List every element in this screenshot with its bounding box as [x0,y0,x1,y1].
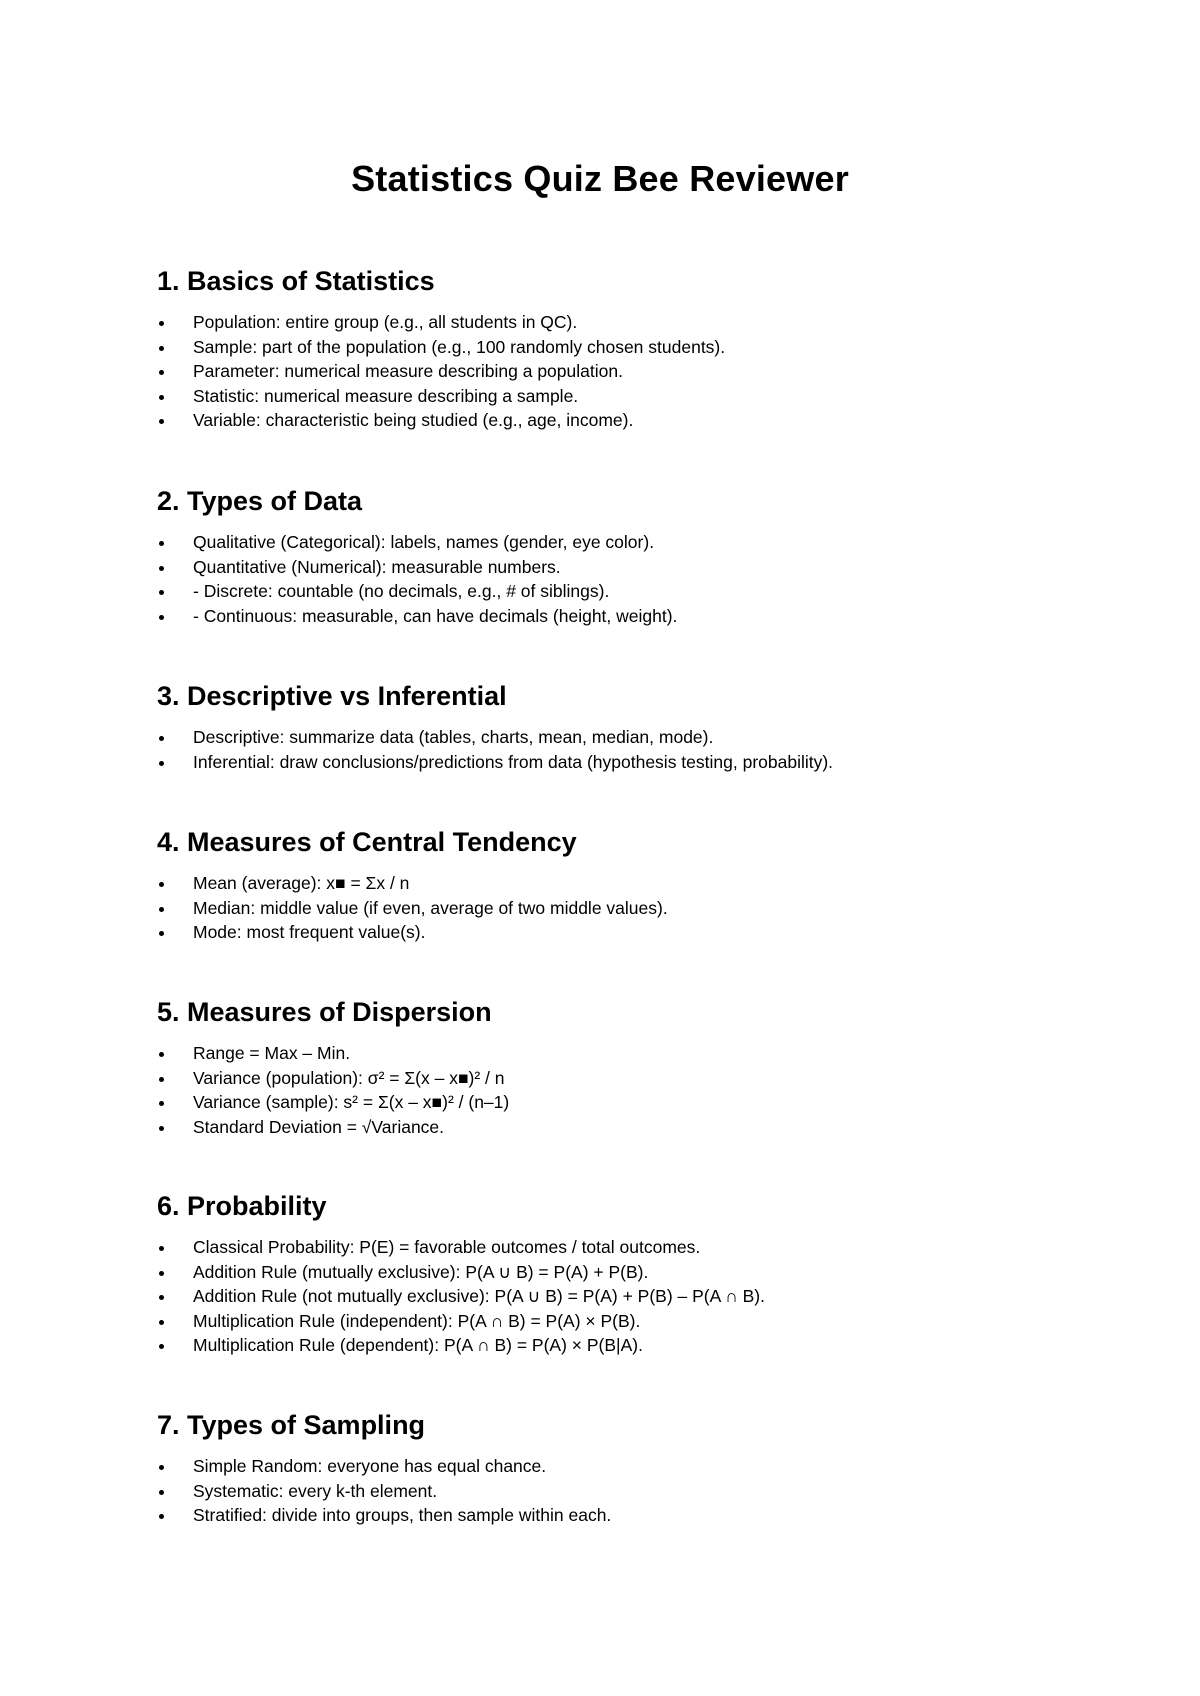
list-item [157,725,1117,749]
list-item-text: Stratified: divide into groups, then sample within each. [193,1505,612,1526]
section-basics-of-statistics [157,265,1117,432]
list-item [157,750,1117,774]
list-item [157,408,1117,432]
bullet-list [157,1454,1117,1527]
list-item-text: Multiplication Rule (independent): P(A ∩ B) = P(A) × P(B). [193,1310,641,1331]
bullet-icon [159,1101,164,1106]
list-item [157,530,1117,554]
list-item [157,604,1117,628]
list-item-text: Systematic: every k-th element. [193,1480,438,1501]
list-item [157,1284,1117,1308]
bullet-icon [159,736,164,741]
bullet-icon [159,346,164,351]
bullet-icon [159,1514,164,1519]
bullet-icon [159,370,164,375]
bullet-icon [159,1344,164,1349]
bullet-list [157,310,1117,432]
bullet-icon [159,1246,164,1251]
bullet-icon [159,1271,164,1276]
list-item-text: Addition Rule (mutually exclusive): P(A ∪ B) = P(A) + P(B). [193,1261,649,1282]
section-measures-of-dispersion [157,996,1117,1139]
list-item-text: Classical Probability: P(E) = favorable outcomes / total outcomes. [193,1237,701,1258]
bullet-icon [159,321,164,326]
bullet-icon [159,395,164,400]
bullet-icon [159,615,164,620]
list-item-text: - Continuous: measurable, can have decimals (height, weight). [193,605,678,626]
bullet-list [157,530,1117,628]
bullet-list [157,1041,1117,1139]
list-item [157,359,1117,383]
list-item [157,1090,1117,1114]
section-descriptive-vs-inferential [157,680,1117,774]
section-heading: 6. Probability [157,1191,327,1221]
list-item-text: Range = Max – Min. [193,1043,351,1064]
bullet-icon [159,1320,164,1325]
list-item-text: Quantitative (Numerical): measurable numbers. [193,556,561,577]
section-heading: 4. Measures of Central Tendency [157,827,577,857]
bullet-icon [159,1295,164,1300]
list-item-text: Sample: part of the population (e.g., 100 randomly chosen students). [193,336,726,357]
list-item [157,1066,1117,1090]
list-item [157,896,1117,920]
bullet-icon [159,882,164,887]
list-item-text: - Discrete: countable (no decimals, e.g., # of siblings). [193,581,610,602]
list-item-text: Simple Random: everyone has equal chance. [193,1456,547,1477]
list-item [157,1479,1117,1503]
list-item-text: Statistic: numerical measure describing a sample. [193,385,579,406]
bullet-icon [159,761,164,766]
bullet-list [157,1235,1117,1357]
list-item-text: Descriptive: summarize data (tables, charts, mean, median, mode). [193,727,714,748]
section-probability [157,1190,1117,1357]
list-item-text: Variable: characteristic being studied (e.g., age, income). [193,410,634,431]
list-item-text: Median: middle value (if even, average of two middle values). [193,897,668,918]
list-item [157,1333,1117,1357]
list-item [157,335,1117,359]
list-item [157,555,1117,579]
bullet-icon [159,931,164,936]
list-item-text: Mean (average): x■ = Σx / n [193,873,410,894]
document-title: Statistics Quiz Bee Reviewer [351,158,849,199]
list-item [157,920,1117,944]
section-heading: 1. Basics of Statistics [157,266,435,296]
section-heading: 7. Types of Sampling [157,1410,426,1440]
bullet-icon [159,1490,164,1495]
section-types-of-data [157,485,1117,628]
list-item-text: Qualitative (Categorical): labels, names (gender, eye color). [193,532,655,553]
bullet-icon [159,907,164,912]
list-item-text: Addition Rule (not mutually exclusive): P(A ∪ B) = P(A) + P(B) – P(A ∩ B). [193,1286,765,1307]
bullet-list [157,725,1117,774]
section-measures-of-central-tendency [157,826,1117,945]
list-item-text: Variance (population): σ² = Σ(x – x■)² / n [193,1067,505,1088]
list-item-text: Population: entire group (e.g., all students in QC). [193,312,578,333]
list-item-text: Parameter: numerical measure describing a population. [193,361,623,382]
section-heading: 5. Measures of Dispersion [157,997,492,1027]
bullet-icon [159,1465,164,1470]
list-item [157,1115,1117,1139]
bullet-list [157,871,1117,944]
list-item [157,1503,1117,1527]
list-item-text: Standard Deviation = √Variance. [193,1116,445,1137]
list-item [157,579,1117,603]
list-item [157,1260,1117,1284]
section-heading: 3. Descriptive vs Inferential [157,681,507,711]
bullet-icon [159,541,164,546]
list-item [157,1235,1117,1259]
list-item-text: Variance (sample): s² = Σ(x – x■)² / (n–1) [193,1092,510,1113]
list-item [157,1454,1117,1478]
bullet-icon [159,590,164,595]
list-item-text: Mode: most frequent value(s). [193,922,426,943]
bullet-icon [159,1126,164,1131]
list-item [157,310,1117,334]
list-item [157,384,1117,408]
bullet-icon [159,419,164,424]
list-item-text: Inferential: draw conclusions/predictions from data (hypothesis testing, probability). [193,751,834,772]
bullet-icon [159,1052,164,1057]
section-heading: 2. Types of Data [157,486,363,516]
list-item [157,1309,1117,1333]
list-item-text: Multiplication Rule (dependent): P(A ∩ B) = P(A) × P(B|A). [193,1335,643,1356]
bullet-icon [159,1077,164,1082]
list-item [157,1041,1117,1065]
section-types-of-sampling [157,1409,1117,1528]
list-item [157,871,1117,895]
bullet-icon [159,566,164,571]
